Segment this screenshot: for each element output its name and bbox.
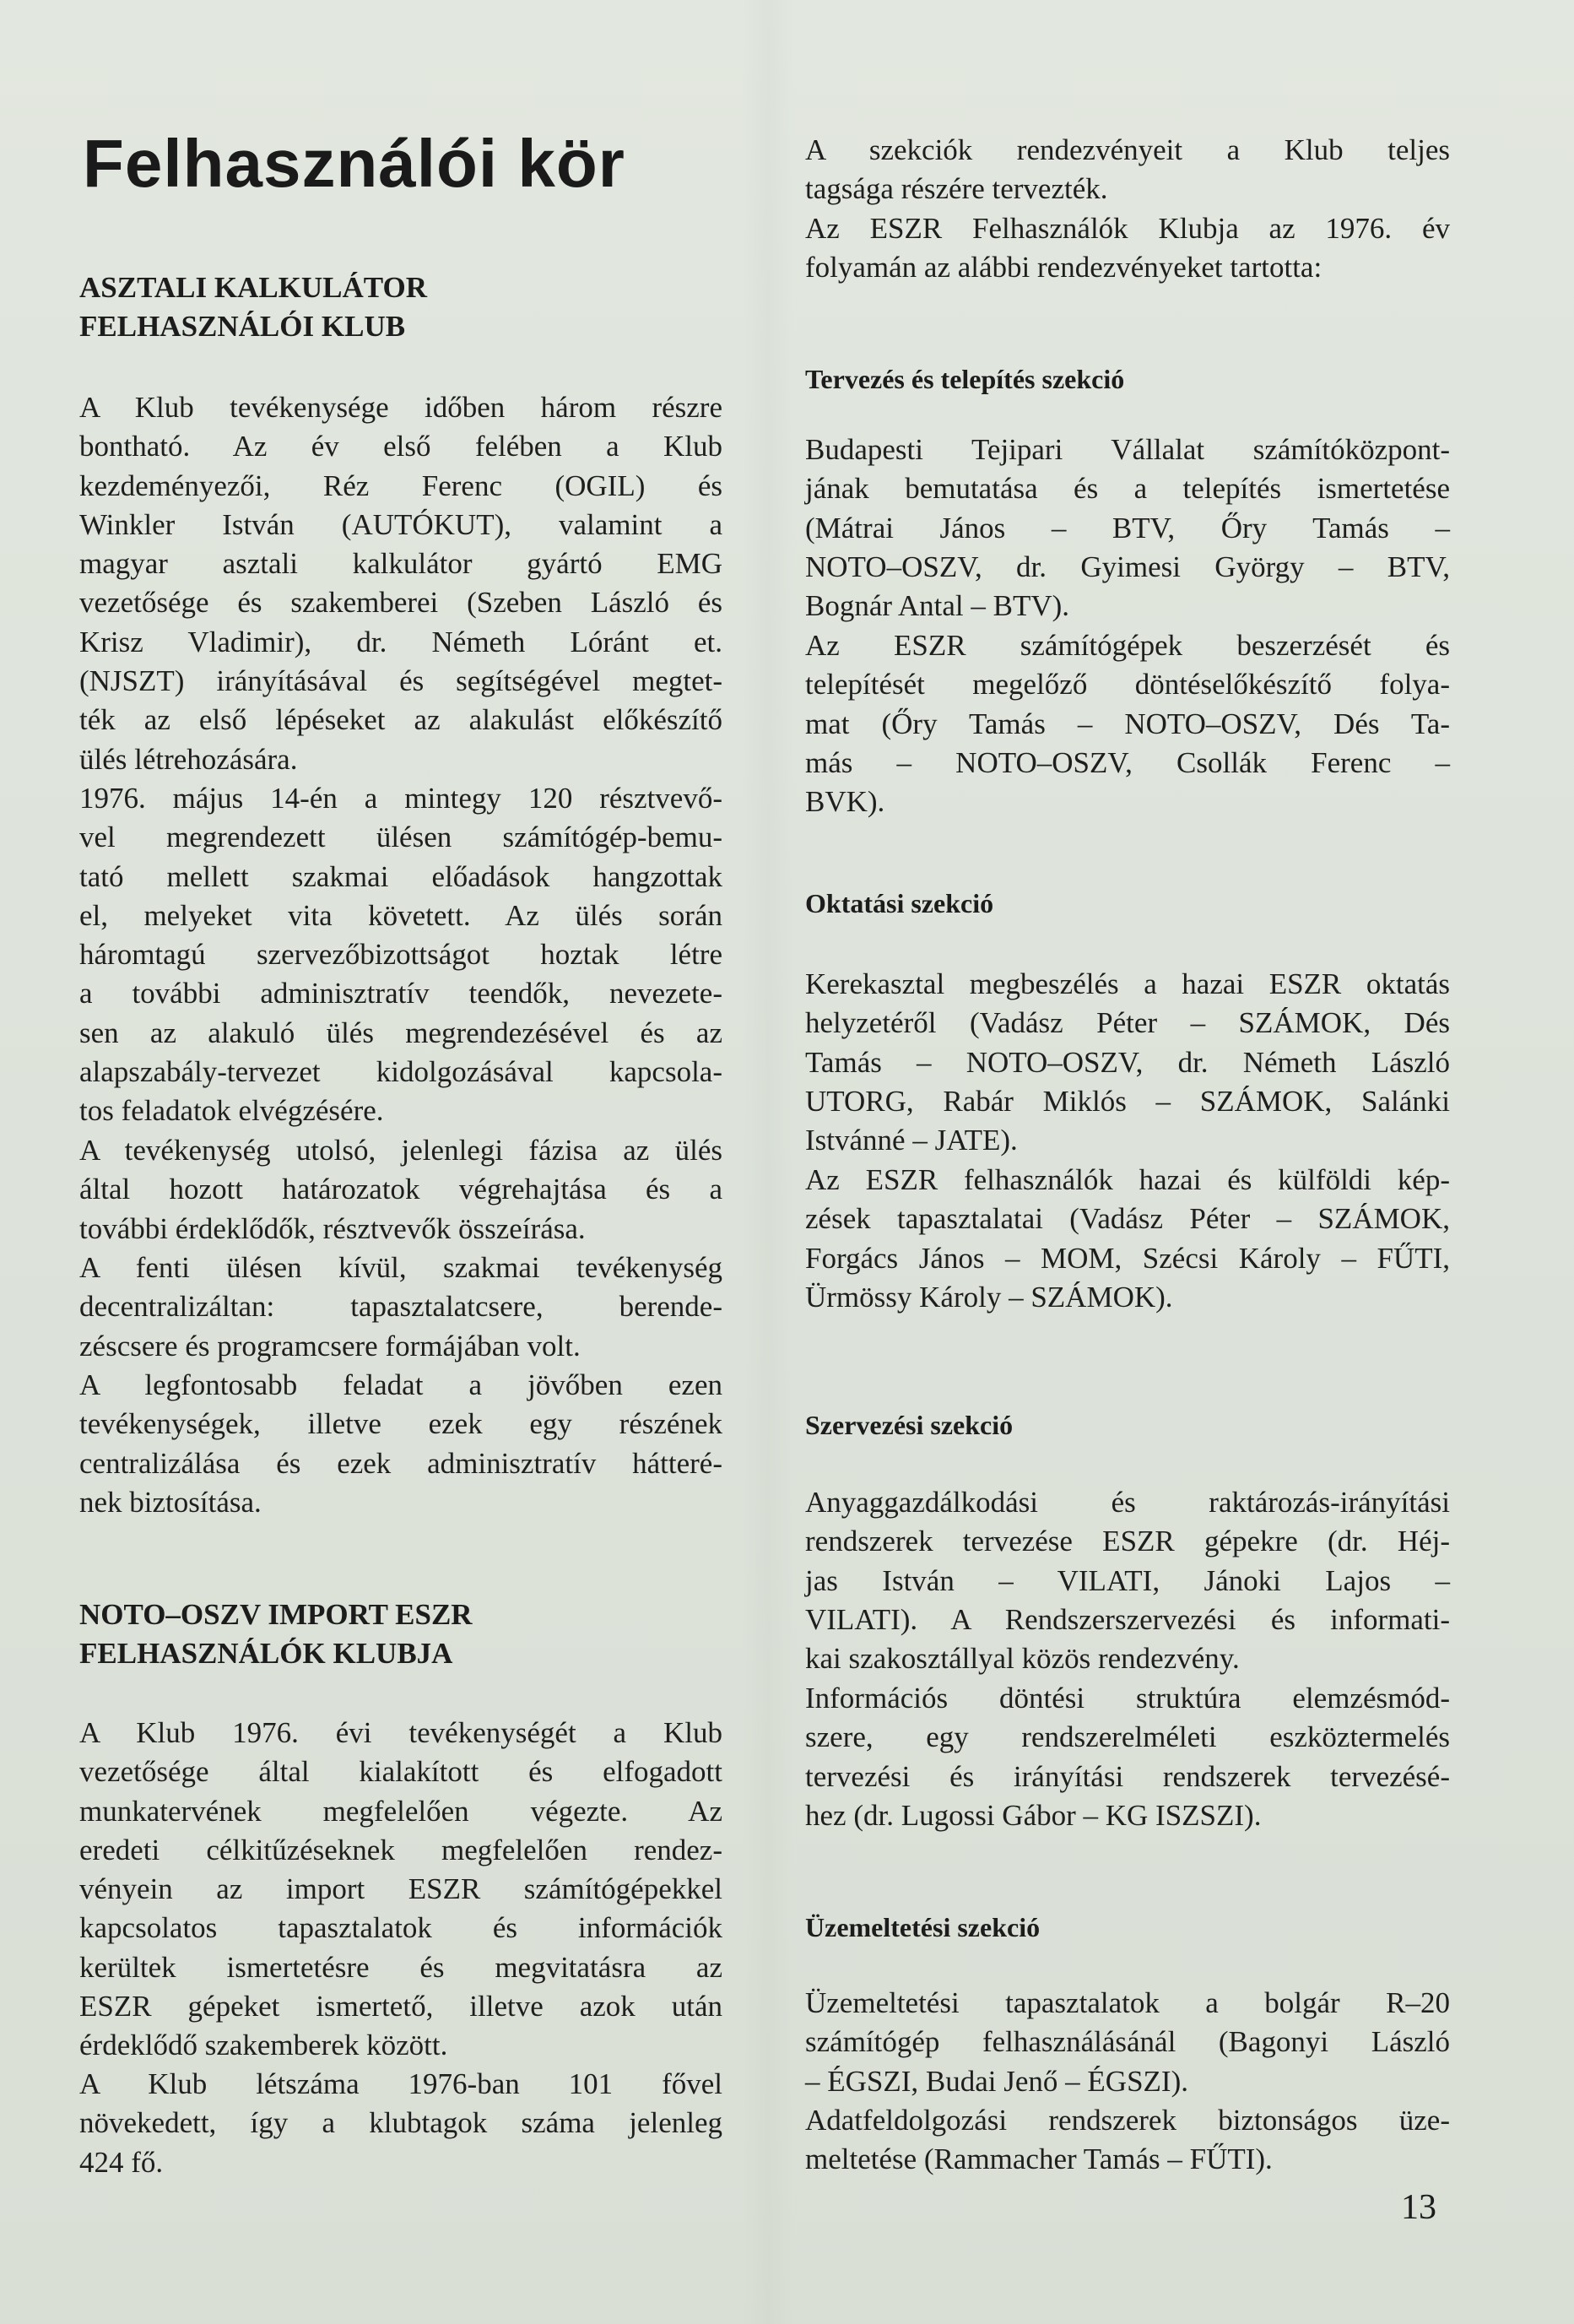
text-line: A Klub 1976. évi tevékenységét a Klub	[79, 1716, 722, 1749]
text-line: magyar asztali kalkulátor gyártó EMG	[79, 547, 722, 581]
text-line: A legfontosabb feladat a jövőben ezen	[79, 1368, 722, 1401]
text-line: kapcsolatos tapasztalatok és információk	[79, 1911, 722, 1945]
text-line: vezetősége által kialakított és elfogadott	[79, 1755, 722, 1789]
text-line: eredeti célkitűzéseknek megfelelően rendez-	[79, 1833, 722, 1866]
text-line: szere, egy rendszerelméleti eszköztermelés	[805, 1720, 1450, 1754]
text-line: kerültek ismertetésre és megvitatásra az	[79, 1950, 722, 1984]
text-line: Üzemeltetési tapasztalatok a bolgár R–20	[805, 1986, 1450, 2019]
text-line: számítógép felhasználásánál (Bagonyi László	[805, 2025, 1450, 2059]
text-line: más – NOTO–OSZV, Csollák Ferenc –	[805, 745, 1450, 779]
text-line: kai szakosztállyal közös rendezvény.	[805, 1642, 1240, 1676]
text-line: A Klub tevékenysége időben három részre	[79, 391, 722, 424]
club1-paragraph-5	[79, 1366, 722, 1522]
club1-paragraph-2	[79, 779, 722, 1131]
section-heading-operation: Üzemeltetési szekció	[805, 1912, 1041, 1942]
text-line: Az ESZR számítógépek beszerzését és	[805, 629, 1450, 662]
text-line: Bognár Antal – BTV).	[805, 589, 1070, 623]
text-line: (Mátrai János – BTV, Őry Tamás –	[805, 511, 1450, 544]
heading-line: FELHASZNÁLÓK KLUBJA	[79, 1637, 453, 1670]
text-line: Krisz Vladimir), dr. Németh Lóránt et.	[79, 625, 722, 658]
text-line: A szekciók rendezvényeit a Klub teljes	[805, 133, 1450, 166]
text-line: további érdeklődők, résztvevők összeírása.	[79, 1211, 586, 1245]
text-line: érdeklődő szakemberek között.	[79, 2029, 448, 2062]
text-line: folyamán az alábbi rendezvényeket tartotta:	[805, 251, 1322, 284]
text-line: növekedett, így a klubtagok száma jelenleg	[79, 2106, 722, 2140]
text-line: által hozott határozatok végrehajtása és a	[79, 1173, 722, 1206]
text-line: tos feladatok elvégzésére.	[79, 1094, 384, 1128]
column-gutter-shadow	[743, 0, 793, 2324]
text-line: ESZR gépeket ismertető, illetve azok után	[79, 1990, 722, 2023]
text-line: zések tapasztalatai (Vadász Péter – SZÁMOK,	[805, 1202, 1450, 1236]
text-line: Tamás – NOTO–OSZV, dr. Németh László	[805, 1045, 1450, 1079]
heading-line: ASZTALI KALKULÁTOR	[79, 271, 428, 304]
text-line: NOTO–OSZV, dr. Gyimesi György – BTV,	[805, 550, 1450, 583]
club1-paragraph-3	[79, 1131, 722, 1249]
text-line: – ÉGSZI, Budai Jenő – ÉGSZI).	[805, 2064, 1188, 2098]
text-line: meltetése (Rammacher Tamás – FŰTI).	[805, 2143, 1273, 2176]
text-line: UTORG, Rabár Miklós – SZÁMOK, Salánki	[805, 1084, 1450, 1118]
text-line: munkatervének megfelelően végezte. Az	[79, 1794, 722, 1828]
text-line: VILATI). A Rendszerszervezési és informati-	[805, 1602, 1450, 1636]
text-line: Az ESZR Felhasználók Klubja az 1976. év	[805, 212, 1450, 245]
text-line: kezdeményezői, Réz Ferenc (OGIL) és	[79, 469, 722, 502]
operation-paragraph-2	[805, 2101, 1450, 2180]
text-line: mat (Őry Tamás – NOTO–OSZV, Dés Ta-	[805, 707, 1450, 740]
text-line: jas István – VILATI, Jánoki Lajos –	[805, 1563, 1450, 1597]
text-line: ték az első lépéseket az alakulást előkészítő	[79, 703, 722, 737]
planning-paragraph-1	[805, 431, 1450, 626]
club1-paragraph-1	[79, 388, 722, 779]
education-paragraph-2	[805, 1161, 1450, 1317]
text-line: zéscsere és programcsere formájában volt.	[79, 1329, 581, 1362]
text-line: bontható. Az év első felében a Klub	[79, 430, 722, 463]
text-line: Winkler István (AUTÓKUT), valamint a	[79, 507, 722, 541]
text-line: Az ESZR felhasználók hazai és külföldi kép-	[805, 1163, 1450, 1196]
intro-paragraph	[805, 131, 1450, 209]
text-line: nek biztosítása.	[79, 1485, 262, 1519]
operation-paragraph-1	[805, 1984, 1450, 2101]
text-line: vezetősége és szakemberei (Szeben László és	[79, 586, 722, 620]
text-line: jának bemutatása és a telepítés ismertetése	[805, 472, 1450, 506]
planning-paragraph-2	[805, 626, 1450, 821]
club2-paragraph-1	[79, 1714, 722, 2066]
section-heading-planning: Tervezés és telepítés szekció	[805, 364, 1125, 394]
text-line: decentralizáltan: tapasztalatcsere, berende-	[79, 1290, 722, 1324]
text-line: alapszabály-tervezet kidolgozásával kapcsola-	[79, 1055, 722, 1089]
text-line: helyzetéről (Vadász Péter – SZÁMOK, Dés	[805, 1006, 1450, 1040]
text-line: a további adminisztratív teendők, nevezete-	[79, 977, 722, 1010]
intro-paragraph-2	[805, 209, 1450, 288]
club2-heading	[79, 1595, 473, 1673]
education-paragraph-1	[805, 965, 1450, 1160]
text-line: centralizálása és ezek adminisztratív hátteré-	[79, 1446, 722, 1480]
text-line: tató mellett szakmai előadások hangzottak	[79, 859, 722, 893]
text-line: BVK).	[805, 785, 885, 819]
text-line: Forgács János – MOM, Szécsi Károly – FŰTI,	[805, 1241, 1450, 1275]
text-line: tervezési és irányítási rendszerek tervezésé-	[805, 1759, 1450, 1793]
text-line: háromtagú szervezőbizottságot hoztak létre	[79, 938, 722, 972]
text-line: (NJSZT) irányításával és segítségével megtet-	[79, 664, 722, 698]
text-line: A fenti ülésen kívül, szakmai tevékenység	[79, 1251, 722, 1284]
text-line: Budapesti Tejipari Vállalat számítóközpont-	[805, 433, 1450, 466]
text-line: A tevékenység utolsó, jelenlegi fázisa az ülés	[79, 1134, 722, 1167]
page-number: 13	[1401, 2188, 1436, 2227]
text-line: tagsága részére tervezték.	[805, 172, 1108, 206]
club1-paragraph-4	[79, 1249, 722, 1366]
text-line: vényein az import ESZR számítógépekkel	[79, 1872, 722, 1906]
club2-paragraph-2	[79, 2065, 722, 2182]
text-line: Istvánné – JATE).	[805, 1124, 1018, 1157]
organization-paragraph-1	[805, 1483, 1450, 1678]
text-line: 424 fő.	[79, 2145, 164, 2179]
text-line: 1976. május 14-én a mintegy 120 résztvevő-	[79, 782, 722, 815]
text-line: ülés létrehozására.	[79, 742, 298, 776]
text-line: sen az alakuló ülés megrendezésével és az	[79, 1016, 722, 1049]
club1-heading	[79, 268, 427, 346]
text-line: el, melyeket vita követett. Az ülés során	[79, 898, 722, 932]
text-line: Anyaggazdálkodási és raktározás-irányítási	[805, 1486, 1450, 1519]
text-line: Adatfeldolgozási rendszerek biztonságos üze-	[805, 2104, 1450, 2137]
text-line: Információs döntési struktúra elemzésmód-	[805, 1682, 1450, 1715]
section-heading-organization: Szervezési szekció	[805, 1410, 1014, 1440]
page-title: Felhasználói kör	[83, 126, 625, 201]
organization-paragraph-2	[805, 1679, 1450, 1835]
text-line: Ürmössy Károly – SZÁMOK).	[805, 1280, 1173, 1314]
text-line: telepítését megelőző döntéselőkészítő folya-	[805, 668, 1450, 702]
heading-line: FELHASZNÁLÓI KLUB	[79, 310, 406, 343]
text-line: A Klub létszáma 1976-ban 101 fővel	[79, 2067, 722, 2100]
text-line: hez (dr. Lugossi Gábor – KG ISZSZI).	[805, 1798, 1262, 1832]
text-line: rendszerek tervezése ESZR gépekre (dr. Héj-	[805, 1525, 1450, 1558]
text-line: Kerekasztal megbeszélés a hazai ESZR oktatás	[805, 967, 1450, 1000]
heading-line: NOTO–OSZV IMPORT ESZR	[79, 1598, 473, 1631]
text-line: tevékenységek, illetve ezek egy részének	[79, 1407, 722, 1441]
section-heading-education: Oktatási szekció	[805, 888, 994, 918]
text-line: vel megrendezett ülésen számítógép-bemu-	[79, 821, 722, 854]
